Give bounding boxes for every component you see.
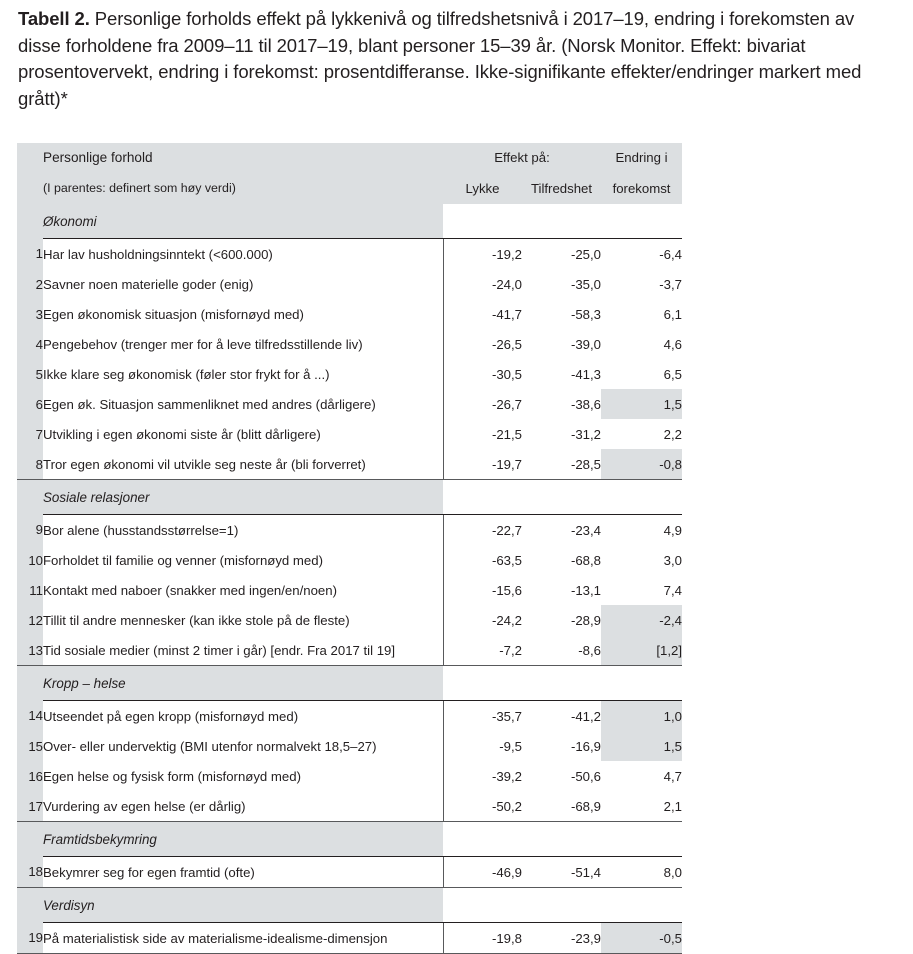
cell-lykke: -26,5 bbox=[443, 329, 522, 359]
cell-tilfredshet: -39,0 bbox=[522, 329, 601, 359]
cell-endring: -3,7 bbox=[601, 269, 682, 299]
cell-endring: 4,9 bbox=[601, 515, 682, 546]
cell-tilfredshet: -8,6 bbox=[522, 635, 601, 666]
section-header-row bbox=[17, 204, 682, 239]
section-header-row bbox=[17, 480, 682, 515]
section-label: Sosiale relasjoner bbox=[43, 480, 443, 515]
row-label: På materialistisk side av materialisme-idealisme-dimensjon bbox=[43, 923, 443, 954]
header-number-cell-2 bbox=[17, 172, 43, 204]
table-row bbox=[17, 635, 682, 666]
row-label: Bekymrer seg for egen framtid (ofte) bbox=[43, 857, 443, 888]
cell-endring: 7,4 bbox=[601, 575, 682, 605]
cell-endring: -0,8 bbox=[601, 449, 682, 480]
cell-tilfredshet: -23,4 bbox=[522, 515, 601, 546]
row-label: Tror egen økonomi vil utvikle seg neste år (bli forverret) bbox=[43, 449, 443, 480]
cell-lykke: -26,7 bbox=[443, 389, 522, 419]
cell-lykke: -24,2 bbox=[443, 605, 522, 635]
cell-endring: -2,4 bbox=[601, 605, 682, 635]
table-row bbox=[17, 449, 682, 480]
cell-tilfredshet: -68,8 bbox=[522, 545, 601, 575]
row-label: Bor alene (husstandsstørrelse=1) bbox=[43, 515, 443, 546]
section-number-spacer bbox=[17, 888, 43, 923]
cell-lykke: -35,7 bbox=[443, 701, 522, 732]
section-label: Verdisyn bbox=[43, 888, 443, 923]
cell-lykke: -9,5 bbox=[443, 731, 522, 761]
row-label: Egen helse og fysisk form (misfornøyd med) bbox=[43, 761, 443, 791]
row-number: 7 bbox=[17, 419, 43, 449]
row-number: 4 bbox=[17, 329, 43, 359]
row-number: 12 bbox=[17, 605, 43, 635]
table-caption bbox=[18, 6, 896, 112]
row-number: 16 bbox=[17, 761, 43, 791]
row-label: Forholdet til familie og venner (misfornøyd med) bbox=[43, 545, 443, 575]
table-row bbox=[17, 701, 682, 732]
row-number: 5 bbox=[17, 359, 43, 389]
row-number: 1 bbox=[17, 239, 43, 270]
section-number-spacer bbox=[17, 822, 43, 857]
cell-endring: 6,1 bbox=[601, 299, 682, 329]
table-row bbox=[17, 389, 682, 419]
row-number: 14 bbox=[17, 701, 43, 732]
table-row bbox=[17, 359, 682, 389]
row-label: Over- eller undervektig (BMI utenfor normalvekt 18,5–27) bbox=[43, 731, 443, 761]
header-endring-line2: forekomst bbox=[601, 172, 682, 204]
row-label: Vurdering av egen helse (er dårlig) bbox=[43, 791, 443, 822]
section-label: Kropp – helse bbox=[43, 666, 443, 701]
section-label: Økonomi bbox=[43, 204, 443, 239]
row-number: 13 bbox=[17, 635, 43, 666]
cell-endring: 2,2 bbox=[601, 419, 682, 449]
cell-tilfredshet: -16,9 bbox=[522, 731, 601, 761]
row-label: Har lav husholdningsinntekt (<600.000) bbox=[43, 239, 443, 270]
cell-tilfredshet: -28,5 bbox=[522, 449, 601, 480]
row-label: Egen øk. Situasjon sammenliknet med andres (dårligere) bbox=[43, 389, 443, 419]
cell-tilfredshet: -13,1 bbox=[522, 575, 601, 605]
row-label: Utvikling i egen økonomi siste år (blitt dårligere) bbox=[43, 419, 443, 449]
header-subtitle: (I parentes: definert som høy verdi) bbox=[43, 172, 443, 204]
header-col-lykke: Lykke bbox=[443, 172, 522, 204]
cell-tilfredshet: -25,0 bbox=[522, 239, 601, 270]
table-row bbox=[17, 545, 682, 575]
row-number: 17 bbox=[17, 791, 43, 822]
row-number: 3 bbox=[17, 299, 43, 329]
section-header-row bbox=[17, 666, 682, 701]
section-blank-cell bbox=[443, 888, 682, 923]
cell-lykke: -39,2 bbox=[443, 761, 522, 791]
table-row bbox=[17, 269, 682, 299]
row-number: 9 bbox=[17, 515, 43, 546]
table-row bbox=[17, 419, 682, 449]
header-title: Personlige forhold bbox=[43, 143, 443, 172]
table-row bbox=[17, 791, 682, 822]
cell-tilfredshet: -41,3 bbox=[522, 359, 601, 389]
section-blank-cell bbox=[443, 822, 682, 857]
header-number-cell bbox=[17, 143, 43, 172]
section-blank-cell bbox=[443, 204, 682, 239]
cell-lykke: -63,5 bbox=[443, 545, 522, 575]
row-number: 11 bbox=[17, 575, 43, 605]
cell-lykke: -24,0 bbox=[443, 269, 522, 299]
row-label: Savner noen materielle goder (enig) bbox=[43, 269, 443, 299]
caption-label: Tabell 2. bbox=[18, 8, 90, 29]
cell-tilfredshet: -38,6 bbox=[522, 389, 601, 419]
cell-tilfredshet: -28,9 bbox=[522, 605, 601, 635]
header-endring-line1: Endring i bbox=[601, 143, 682, 172]
cell-endring: -6,4 bbox=[601, 239, 682, 270]
section-number-spacer bbox=[17, 666, 43, 701]
cell-tilfredshet: -58,3 bbox=[522, 299, 601, 329]
cell-tilfredshet: -68,9 bbox=[522, 791, 601, 822]
cell-lykke: -46,9 bbox=[443, 857, 522, 888]
table-row bbox=[17, 857, 682, 888]
row-label: Ikke klare seg økonomisk (føler stor frykt for å ...) bbox=[43, 359, 443, 389]
row-number: 18 bbox=[17, 857, 43, 888]
cell-endring: 1,5 bbox=[601, 389, 682, 419]
cell-tilfredshet: -35,0 bbox=[522, 269, 601, 299]
cell-endring: 4,6 bbox=[601, 329, 682, 359]
cell-lykke: -22,7 bbox=[443, 515, 522, 546]
cell-endring: 4,7 bbox=[601, 761, 682, 791]
table-row bbox=[17, 731, 682, 761]
row-number: 10 bbox=[17, 545, 43, 575]
cell-lykke: -19,2 bbox=[443, 239, 522, 270]
table-row bbox=[17, 329, 682, 359]
section-blank-cell bbox=[443, 666, 682, 701]
cell-lykke: -19,7 bbox=[443, 449, 522, 480]
section-number-spacer bbox=[17, 480, 43, 515]
row-label: Egen økonomisk situasjon (misfornøyd med) bbox=[43, 299, 443, 329]
table-row bbox=[17, 605, 682, 635]
cell-lykke: -50,2 bbox=[443, 791, 522, 822]
caption-text: Personlige forholds effekt på lykkenivå og tilfredshetsnivå i 2017–19, endring i forekomsten av disse forholdene fra 2009–11 til 2017–19, blant personer 15–39 år. (Norsk Monitor. Effekt: bivariat prosentovervekt, endring i forekomst: prosentdifferanse. Ikke-signifikante effekter/endringer markert med grått)* bbox=[18, 8, 862, 109]
row-number: 8 bbox=[17, 449, 43, 480]
row-label: Tillit til andre mennesker (kan ikke stole på de fleste) bbox=[43, 605, 443, 635]
table-header-row-bottom bbox=[17, 172, 682, 204]
cell-endring: 3,0 bbox=[601, 545, 682, 575]
row-number: 6 bbox=[17, 389, 43, 419]
table-row bbox=[17, 515, 682, 546]
cell-tilfredshet: -51,4 bbox=[522, 857, 601, 888]
table-row bbox=[17, 923, 682, 954]
table-body bbox=[17, 143, 682, 954]
cell-lykke: -21,5 bbox=[443, 419, 522, 449]
cell-endring: 6,5 bbox=[601, 359, 682, 389]
table-row bbox=[17, 761, 682, 791]
row-number: 2 bbox=[17, 269, 43, 299]
header-group-effect: Effekt på: bbox=[443, 143, 601, 172]
row-label: Tid sosiale medier (minst 2 timer i går) [endr. Fra 2017 til 19] bbox=[43, 635, 443, 666]
table-container bbox=[17, 143, 682, 954]
cell-lykke: -19,8 bbox=[443, 923, 522, 954]
cell-lykke: -41,7 bbox=[443, 299, 522, 329]
section-header-row bbox=[17, 822, 682, 857]
cell-tilfredshet: -41,2 bbox=[522, 701, 601, 732]
personal-factors-table bbox=[17, 143, 682, 954]
table-row bbox=[17, 575, 682, 605]
table-row bbox=[17, 299, 682, 329]
cell-endring: -0,5 bbox=[601, 923, 682, 954]
header-col-tilfredshet: Tilfredshet bbox=[522, 172, 601, 204]
cell-tilfredshet: -23,9 bbox=[522, 923, 601, 954]
cell-endring: 8,0 bbox=[601, 857, 682, 888]
row-label: Pengebehov (trenger mer for å leve tilfredsstillende liv) bbox=[43, 329, 443, 359]
cell-endring: [1,2] bbox=[601, 635, 682, 666]
cell-lykke: -15,6 bbox=[443, 575, 522, 605]
section-number-spacer bbox=[17, 204, 43, 239]
row-number: 15 bbox=[17, 731, 43, 761]
cell-tilfredshet: -31,2 bbox=[522, 419, 601, 449]
cell-lykke: -7,2 bbox=[443, 635, 522, 666]
table-row bbox=[17, 239, 682, 270]
cell-endring: 1,5 bbox=[601, 731, 682, 761]
row-label: Utseendet på egen kropp (misfornøyd med) bbox=[43, 701, 443, 732]
table-header-row-top bbox=[17, 143, 682, 172]
cell-endring: 2,1 bbox=[601, 791, 682, 822]
section-header-row bbox=[17, 888, 682, 923]
cell-endring: 1,0 bbox=[601, 701, 682, 732]
row-label: Kontakt med naboer (snakker med ingen/en/noen) bbox=[43, 575, 443, 605]
cell-lykke: -30,5 bbox=[443, 359, 522, 389]
section-label: Framtidsbekymring bbox=[43, 822, 443, 857]
row-number: 19 bbox=[17, 923, 43, 954]
cell-tilfredshet: -50,6 bbox=[522, 761, 601, 791]
section-blank-cell bbox=[443, 480, 682, 515]
